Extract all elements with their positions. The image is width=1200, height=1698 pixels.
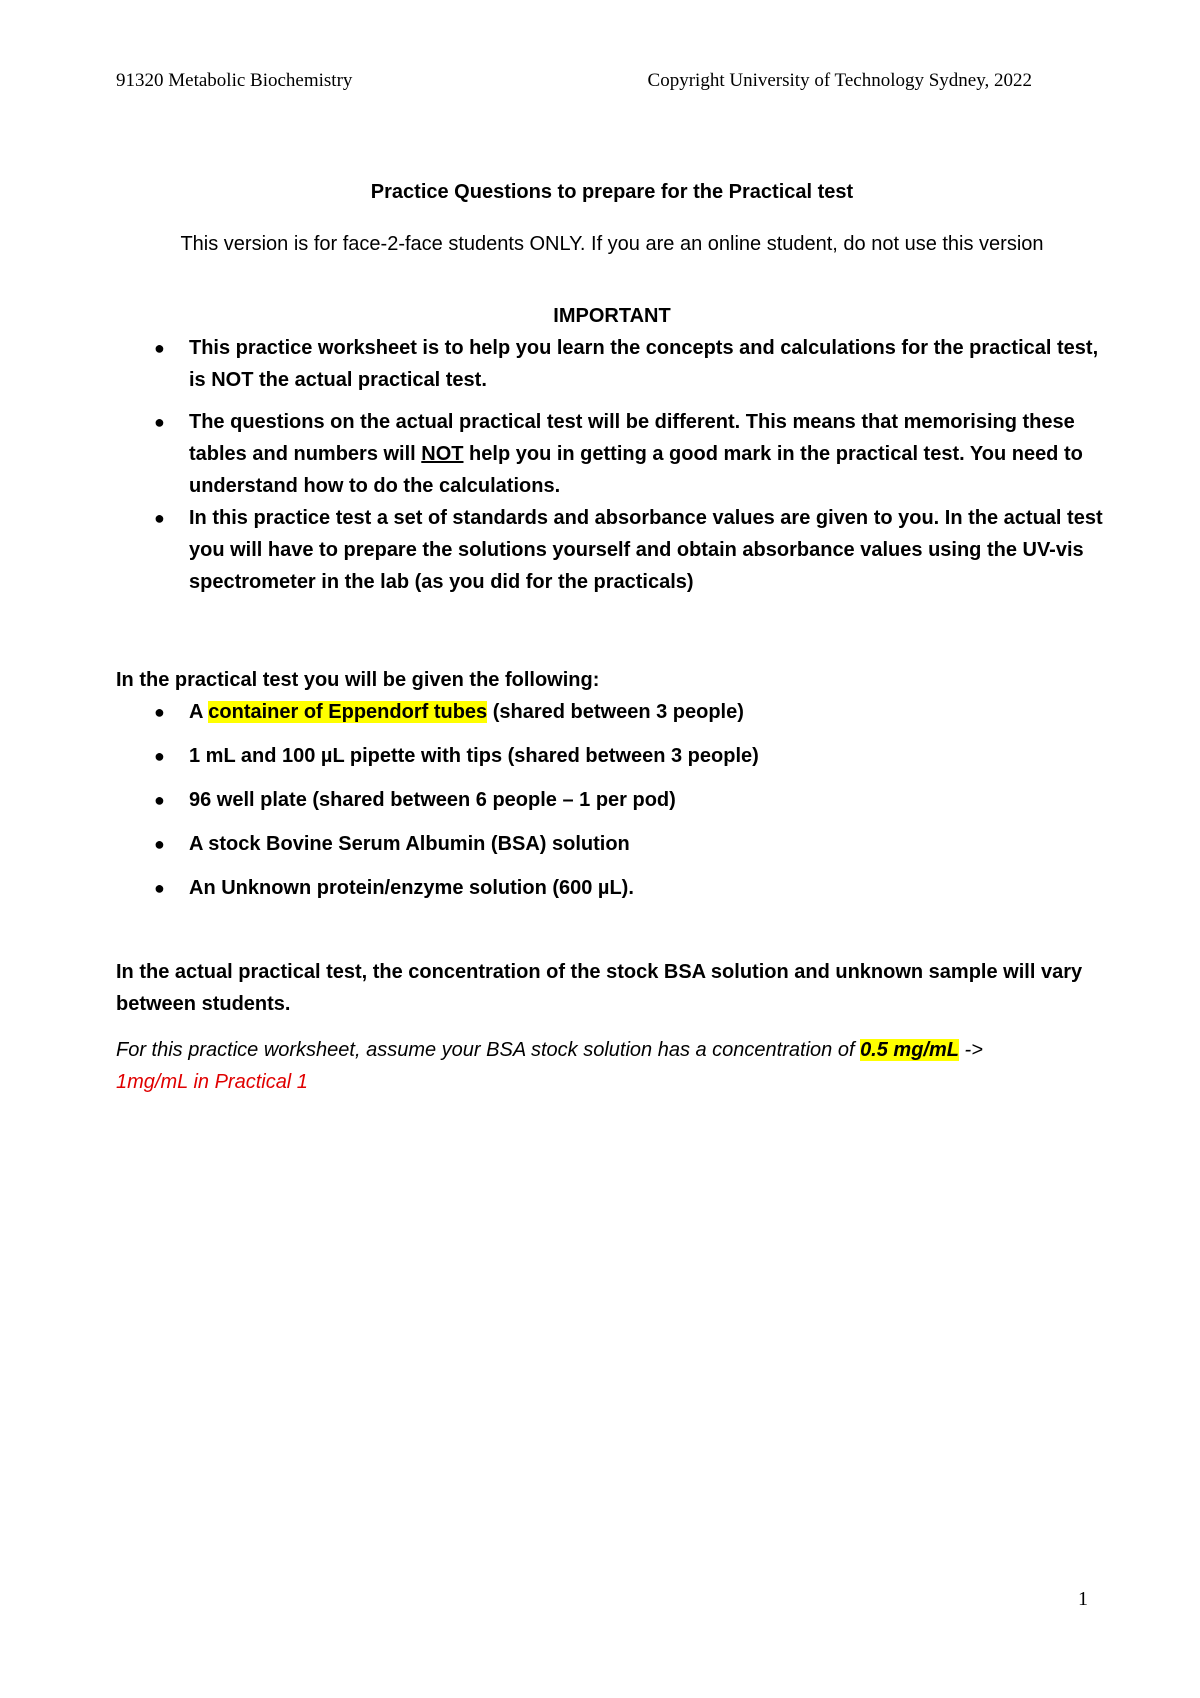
important-bullet-2-emphasis: NOT [421, 443, 464, 465]
list-item [116, 332, 1108, 396]
practice-arrow: -> [958, 1039, 983, 1061]
page-header [116, 70, 1040, 100]
list-item [116, 872, 1108, 904]
practice-concentration-highlight: 0.5 mg/mL [860, 1039, 959, 1061]
given-intro: In the practical test you will be given the following: [116, 669, 600, 691]
given-list [116, 696, 1108, 904]
given-item-1-suffix: (shared between 3 people) [487, 701, 744, 723]
bullet-icon: ● [154, 834, 165, 854]
bullet-icon: ● [154, 790, 165, 810]
bullet-icon: ● [154, 412, 165, 432]
bullet-icon: ● [154, 702, 165, 722]
bullet-icon: ● [154, 508, 165, 528]
given-item-2: 1 mL and 100 µL pipette with tips (shared between 3 people) [189, 745, 759, 767]
practice-paragraph [116, 1034, 1108, 1098]
given-item-1-highlight: container of Eppendorf tubes [208, 701, 488, 723]
practice-red-note: 1mg/mL in Practical 1 [116, 1071, 308, 1093]
important-list [116, 332, 1108, 598]
list-item [116, 784, 1108, 816]
given-item-5: An Unknown protein/enzyme solution (600 µL). [189, 877, 634, 899]
given-item-3: 96 well plate (shared between 6 people – 1 per pod) [189, 789, 676, 811]
document-subtitle: This version is for face-2-face students ONLY. If you are an online student, do not use this version [180, 233, 1044, 255]
document-body [116, 176, 1108, 1098]
important-bullet-2-part2: help you in getting a good mark in the practical test. You need to understand how to do the calculations. [189, 443, 1083, 497]
header-copyright: Copyright University of Technology Sydney, 2022 [647, 70, 1032, 91]
list-item [116, 406, 1108, 502]
important-bullet-1: This practice worksheet is to help you learn the concepts and calculations for the practical test, is NOT the actual practical test. [189, 337, 1099, 391]
practice-text: For this practice worksheet, assume your BSA stock solution has a concentration of [116, 1039, 861, 1061]
list-item [116, 696, 1108, 728]
important-bullet-3: In this practice test a set of standards and absorbance values are given to you. In the actual test you will have to prepare the solutions yourself and obtain absorbance values using the UV-vis spectrometer in the lab (as you did for the practicals) [189, 507, 1103, 593]
given-item-1-prefix: A [189, 701, 209, 723]
header-course: 91320 Metabolic Biochemistry [116, 70, 353, 91]
bullet-icon: ● [154, 878, 165, 898]
bullet-icon: ● [154, 338, 165, 358]
bullet-icon: ● [154, 746, 165, 766]
list-item [116, 502, 1108, 598]
given-item-4: A stock Bovine Serum Albumin (BSA) solution [189, 833, 630, 855]
list-item [116, 740, 1108, 772]
important-bullet-2-part1: The questions on the actual practical test will be different. This means that memorising these tables and numbers will [189, 411, 1075, 465]
important-heading: IMPORTANT [553, 305, 671, 327]
vary-paragraph: In the actual practical test, the concentration of the stock BSA solution and unknown sample will vary between students. [116, 961, 1083, 1015]
document-title: Practice Questions to prepare for the Practical test [370, 181, 854, 203]
page-number: 1 [1078, 1588, 1088, 1610]
list-item [116, 828, 1108, 860]
